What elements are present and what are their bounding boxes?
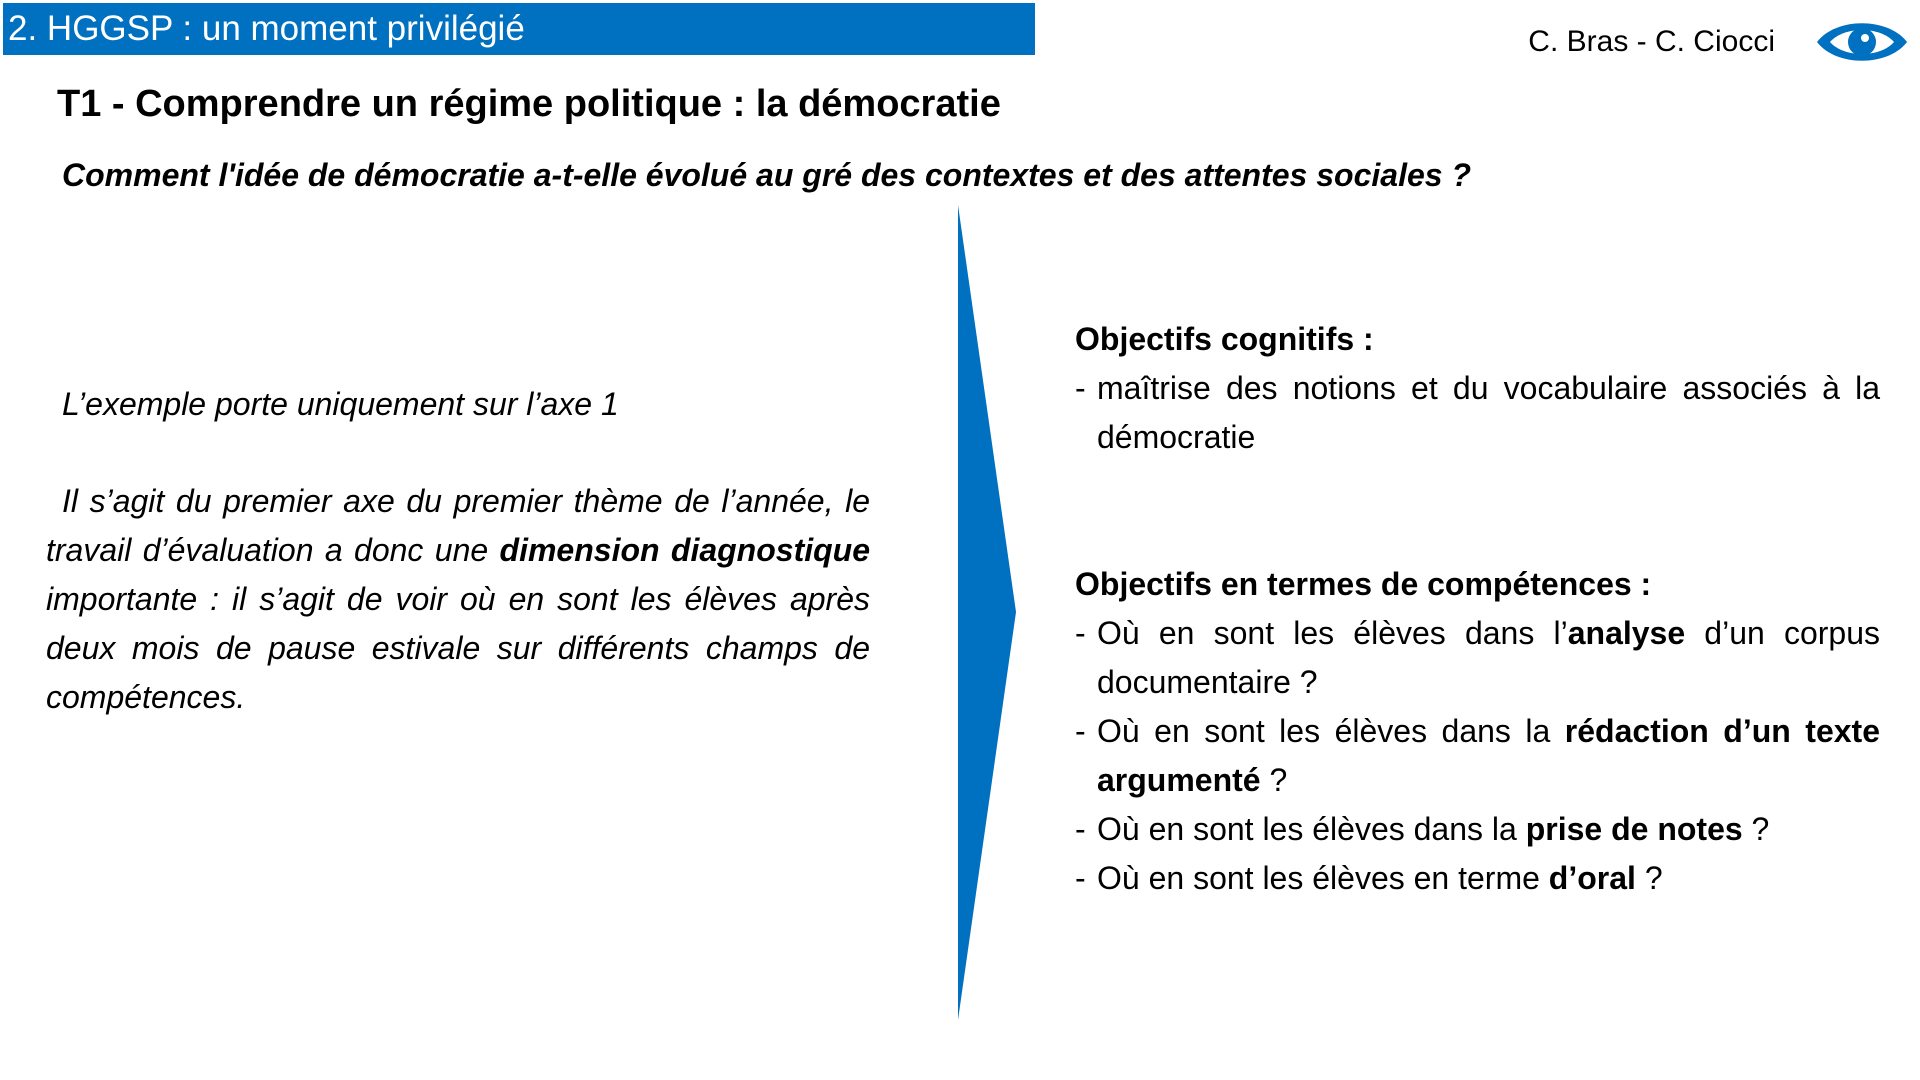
list-item xyxy=(1075,854,1880,903)
cognitive-item: maîtrise des notions et du vocabulaire associés à la démocratie xyxy=(1097,370,1880,455)
diagnostic-emphasis: dimension diagnostique xyxy=(499,532,871,568)
skill-text: ? xyxy=(1635,860,1663,896)
skill-item-oral xyxy=(1097,854,1880,903)
skill-keyword: d’oral xyxy=(1548,860,1636,896)
list-item xyxy=(1075,609,1880,707)
skills-objectives xyxy=(1075,560,1880,903)
divider-arrow xyxy=(958,205,1023,1020)
list-item xyxy=(1075,364,1880,462)
skill-text: ? xyxy=(1260,762,1288,798)
cognitive-heading: Objectifs cognitifs : xyxy=(1075,321,1374,357)
skill-text: Où en sont les élèves en terme xyxy=(1097,860,1549,896)
skill-item-notes xyxy=(1097,805,1880,854)
page-title: T1 - Comprendre un régime politique : la démocratie xyxy=(57,83,1001,125)
bullet-dash: - xyxy=(1075,860,1086,896)
diagnostic-text-start: Il s’agit du premier axe du premier thème de l’année, le travail d’évaluation a donc une xyxy=(46,483,870,568)
skill-text: d’un corpus documentaire ? xyxy=(1097,615,1880,700)
section-banner: 2. HGGSP : un moment privilégié xyxy=(3,3,1035,55)
bullet-dash: - xyxy=(1075,811,1086,847)
skill-item-analysis xyxy=(1097,609,1880,707)
eye-highlight xyxy=(1861,34,1869,42)
scope-note: L’exemple porte uniquement sur l’axe 1 xyxy=(62,386,619,422)
skill-keyword: rédaction d’un texte argumenté xyxy=(1097,713,1881,798)
skills-heading: Objectifs en termes de compétences : xyxy=(1075,566,1652,602)
diagnostic-paragraph xyxy=(46,477,870,722)
diagnostic-text-end: importante : il s’agit de voir où en sont les élèves après deux mois de pause estivale sur différents champs de compétences. xyxy=(46,581,870,715)
skill-text: ? xyxy=(1742,811,1770,847)
problematic-question: Comment l'idée de démocratie a-t-elle évolué au gré des contextes et des attentes sociales ? xyxy=(62,157,1471,193)
bullet-dash: - xyxy=(1075,370,1086,406)
eye-iris xyxy=(1848,28,1876,56)
list-item xyxy=(1075,805,1880,854)
cognitive-objectives xyxy=(1075,315,1880,462)
list-item xyxy=(1075,707,1880,805)
skill-text: Où en sont les élèves dans l’ xyxy=(1097,615,1568,651)
skill-keyword: prise de notes xyxy=(1525,811,1743,847)
skill-text: Où en sont les élèves dans la xyxy=(1097,713,1565,749)
eye-icon[interactable] xyxy=(1814,14,1910,70)
bullet-dash: - xyxy=(1075,713,1086,749)
authors: C. Bras - C. Ciocci xyxy=(1528,25,1775,58)
bullet-dash: - xyxy=(1075,615,1086,651)
skill-keyword: analyse xyxy=(1567,615,1686,651)
skill-item-writing xyxy=(1097,707,1880,805)
skill-text: Où en sont les élèves dans la xyxy=(1097,811,1526,847)
